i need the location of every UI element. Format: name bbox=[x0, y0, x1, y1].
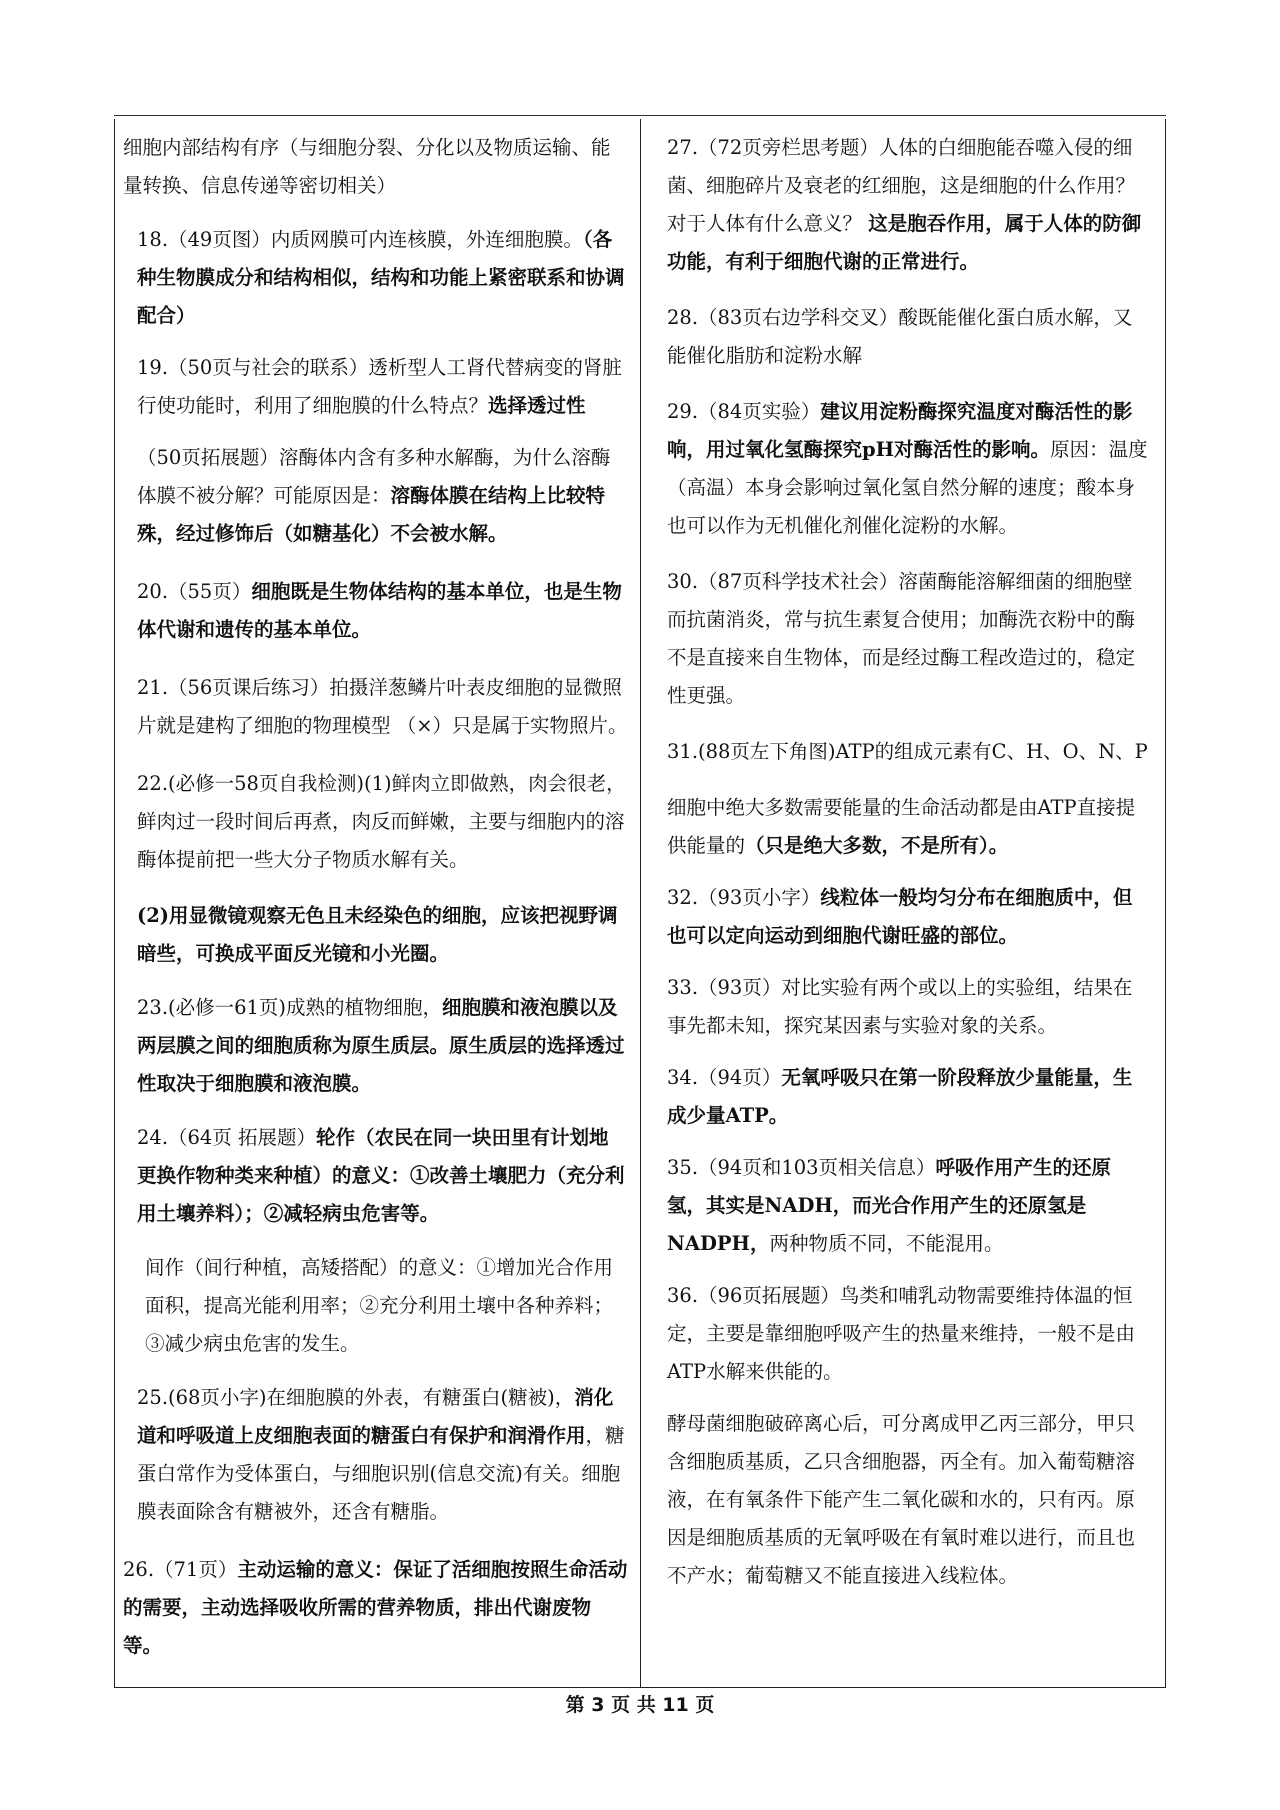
text-run: 26.（71页） bbox=[123, 1558, 238, 1581]
column-divider bbox=[640, 119, 641, 1687]
paragraph-item-34 bbox=[667, 1059, 1149, 1135]
text-run: 细胞内部结构有序（与细胞分裂、分化以及物质运输、能量转换、信息传递等密切相关） bbox=[123, 136, 611, 197]
content-frame bbox=[114, 119, 1166, 1688]
paragraph-item-19b bbox=[123, 439, 628, 553]
paragraph-item-36 bbox=[667, 1277, 1149, 1391]
text-run: （50页拓展题）溶酶体内含有多种水解酶，为什么溶酶体膜不被分解？可能原因是： bbox=[137, 446, 611, 507]
text-run: 27.（72页旁栏思考题）人体的白细胞能吞噬入侵的细菌、细胞碎片及衰老的红细胞，这是细胞的什么作用？对于人体有什么意义？ bbox=[667, 136, 1136, 235]
paragraph-item-24b bbox=[123, 1249, 628, 1363]
bold-text-run: 这是胞吞作用，属于人体的防御功能，有利于细胞代谢的正常进行。 bbox=[667, 212, 1142, 273]
paragraph-item-35 bbox=[667, 1149, 1149, 1263]
paragraph-item-25 bbox=[123, 1379, 628, 1531]
paragraph-item-22b bbox=[123, 897, 628, 973]
text-run: 33.（93页）对比实验有两个或以上的实验组，结果在事先都未知，探究某因素与实验对象的关系。 bbox=[667, 976, 1133, 1037]
paragraph-item-28 bbox=[667, 299, 1149, 375]
paragraph-item-31b bbox=[667, 789, 1149, 865]
paragraph-item-36b bbox=[667, 1405, 1149, 1595]
paragraph-item-29 bbox=[667, 393, 1149, 545]
bold-text-run: 溶酶体膜在结构上比较特殊，经过修饰后（如糖基化）不会被水解。 bbox=[137, 484, 606, 545]
text-run: 酵母菌细胞破碎离心后，可分离成甲乙丙三部分，甲只含细胞质基质，乙只含细胞器，丙全有。加入葡萄糖溶液，在有氧条件下能产生二氧化碳和水的，只有丙。原因是细胞质基质的无氧呼吸在有氧时难以进行，而且也不产水；葡萄糖又不能直接进入线粒体。 bbox=[667, 1412, 1136, 1587]
text-run: 23.(必修一61页)成熟的植物细胞， bbox=[137, 996, 443, 1019]
bold-text-run: 呼吸作用产生的还原氢，其实是NADH，而光合作用产生的还原氢是NADPH， bbox=[667, 1156, 1112, 1255]
paragraph-item-27 bbox=[667, 129, 1149, 281]
bold-text-run: 消化道和呼吸道上皮细胞表面的糖蛋白有保护和润滑作用 bbox=[137, 1386, 614, 1447]
text-run: 31.(88页左下角图)ATP的组成元素有C、H、O、N、P bbox=[667, 740, 1148, 763]
paragraph-item-20 bbox=[123, 573, 628, 649]
bold-text-run: 无氧呼吸只在第一阶段释放少量能量，生成少量ATP。 bbox=[667, 1066, 1133, 1127]
paragraph-item-33 bbox=[667, 969, 1149, 1045]
text-run: 两种物质不同，不能混用。 bbox=[769, 1232, 1004, 1255]
paragraph-item-32 bbox=[667, 879, 1149, 955]
header-rule bbox=[114, 115, 1166, 116]
paragraph-para-cont bbox=[123, 129, 628, 205]
bold-text-run: （只是绝大多数，不是所有）。 bbox=[745, 834, 1009, 857]
paragraph-item-31 bbox=[667, 733, 1149, 771]
text-run: 22.(必修一58页自我检测)(1)鲜肉立即做熟，肉会很老，鲜肉过一段时间后再煮，肉反而鲜嫩，主要与细胞内的溶酶体提前把一些大分子物质水解有关。 bbox=[137, 772, 626, 871]
bold-text-run: 细胞膜和液泡膜以及两层膜之间的细胞质称为原生质层。原生质层的选择透过性取决于细胞膜和液泡膜。 bbox=[137, 996, 625, 1095]
bold-text-run: 主动运输的意义：保证了活细胞按照生命活动的需要，主动选择吸收所需的营养物质，排出代谢废物等。 bbox=[123, 1558, 628, 1657]
bold-text-run: 轮作（农民在同一块田里有计划地更换作物种类来种植）的意义：①改善土壤肥力（充分利用土壤养料）；②减轻病虫危害等。 bbox=[137, 1126, 625, 1225]
text-run: 细胞中绝大多数需要能量的生命活动都是由ATP直接提供能量的 bbox=[667, 796, 1136, 857]
paragraph-item-22 bbox=[123, 765, 628, 879]
text-run: ，糖蛋白常作为受体蛋白，与细胞识别(信息交流)有关。细胞膜表面除含有糖被外，还含有糖脂。 bbox=[137, 1424, 625, 1523]
bold-text-run: (2)用显微镜观察无色且未经染色的细胞，应该把视野调暗些，可换成平面反光镜和小光圈。 bbox=[137, 904, 618, 965]
text-run: 25.(68页小字)在细胞膜的外表，有糖蛋白(糖被)， bbox=[137, 1386, 575, 1409]
bold-text-run: 选择透过性 bbox=[488, 394, 586, 417]
text-run: 24.（64页 拓展题） bbox=[137, 1126, 317, 1149]
text-run: 19.（50页与社会的联系）透析型人工肾代替病变的肾脏行使功能时，利用了细胞膜的什么特点？ bbox=[137, 356, 622, 417]
paragraph-item-21 bbox=[123, 669, 628, 745]
bold-text-run: （各种生物膜成分和结构相似，结构和功能上紧密联系和协调配合） bbox=[137, 228, 625, 327]
text-run: 21.（56页课后练习）拍摄洋葱鳞片叶表皮细胞的显微照片就是建构了细胞的物理模型 （×）只是属于实物照片。 bbox=[137, 676, 628, 737]
paragraph-item-23 bbox=[123, 989, 628, 1103]
bold-text-run: 线粒体一般均匀分布在细胞质中，但也可以定向运动到细胞代谢旺盛的部位。 bbox=[667, 886, 1133, 947]
text-run: 32.（93页小字） bbox=[667, 886, 821, 909]
paragraph-item-24 bbox=[123, 1119, 628, 1233]
bold-text-run: 建议用淀粉酶探究温度对酶活性的影响，用过氧化氢酶探究pH对酶活性的影响。 bbox=[667, 400, 1133, 461]
paragraph-item-18 bbox=[123, 221, 628, 335]
text-run: 间作（间行种植，高矮搭配）的意义：①增加光合作用面积，提高光能利用率；②充分利用土壤中各种养料；③减少病虫危害的发生。 bbox=[145, 1256, 614, 1355]
text-run: 35.（94页和103页相关信息） bbox=[667, 1156, 936, 1179]
text-run: 28.（83页右边学科交叉）酸既能催化蛋白质水解，又能催化脂肪和淀粉水解 bbox=[667, 306, 1133, 367]
text-run: 18.（49页图）内质网膜可内连核膜，外连细胞膜。 bbox=[137, 228, 583, 251]
text-run: 29.（84页实验） bbox=[667, 400, 821, 423]
bold-text-run: 细胞既是生物体结构的基本单位，也是生物体代谢和遗传的基本单位。 bbox=[137, 580, 622, 641]
page-number: 第 3 页 共 11 页 bbox=[565, 1694, 715, 1716]
text-run: 30.（87页科学技术社会）溶菌酶能溶解细菌的细胞壁而抗菌消炎，常与抗生素复合使用；加酶洗衣粉中的酶不是直接来自生物体，而是经过酶工程改造过的，稳定性更强。 bbox=[667, 570, 1136, 707]
paragraph-item-19 bbox=[123, 349, 628, 425]
text-run: 20.（55页） bbox=[137, 580, 252, 603]
paragraph-item-26 bbox=[123, 1551, 628, 1665]
right-column bbox=[667, 129, 1149, 1609]
text-run: 原因：温度（高温）本身会影响过氧化氢自然分解的速度；酸本身也可以作为无机催化剂催化淀粉的水解。 bbox=[667, 438, 1148, 537]
text-run: 36.（96页拓展题）鸟类和哺乳动物需要维持体温的恒定，主要是靠细胞呼吸产生的热量来维持，一般不是由ATP水解来供能的。 bbox=[667, 1284, 1136, 1383]
text-run: 34.（94页） bbox=[667, 1066, 782, 1089]
left-column bbox=[123, 129, 628, 1679]
paragraph-item-30 bbox=[667, 563, 1149, 715]
